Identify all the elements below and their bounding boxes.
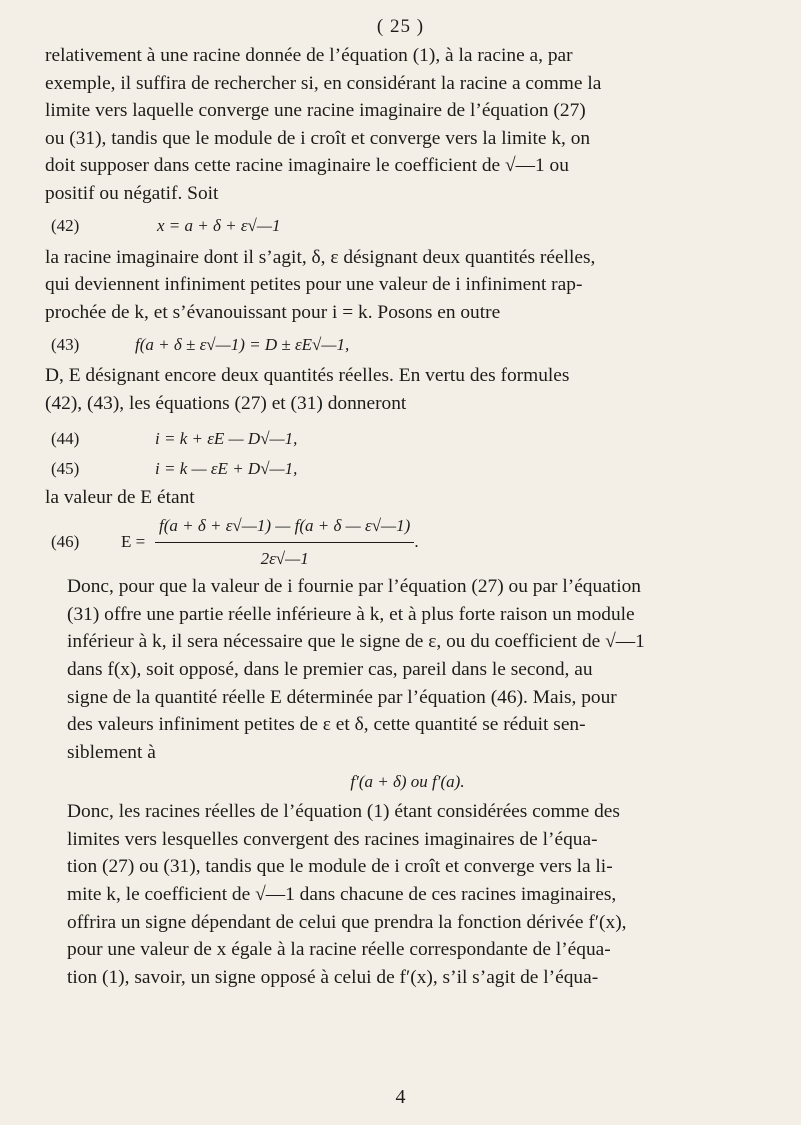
paragraph-5 [45,573,770,766]
equation-number: (46) [51,532,80,552]
text-line: la valeur de E étant [45,486,195,508]
text-line: positif ou négatif. Soit [45,182,219,204]
equation-period: . [414,532,419,552]
equation-45 [45,454,770,484]
text-line: tion (1), savoir, un signe opposé à celui de f′(x), s’il s’agit de l’équa- [67,966,599,988]
paragraph-4 [45,484,770,512]
equation-number: (45) [51,458,80,478]
signature-mark: 4 [395,1086,406,1108]
equation-expression: i = k — εE + D√—1, [155,458,298,478]
equation-expression: i = k + εE — D√—1, [155,428,298,448]
text-line: offrira un signe dépendant de celui que prendra la fonction dérivée f′(x), [67,911,627,933]
text-line: des valeurs infiniment petites de ε et δ, cette quantité se réduit sen- [67,714,586,736]
equation-number: (44) [51,428,80,448]
paragraph-2 [45,244,770,327]
text-line: D, E désignant encore deux quantités réelles. En vertu des formules [45,365,570,387]
text-line: tion (27) ou (31), tandis que le module de i croît et converge vers la li- [67,856,613,878]
paragraph-1 [45,42,770,208]
text-line: Donc, pour que la valeur de i fournie par l’équation (27) ou par l’équation [67,576,641,598]
text-line: limites vers lesquelles convergent des racines imaginaires de l’équa- [67,828,598,850]
text-line: ou (31), tandis que le module de i croît et converge vers la limite k, on [45,127,591,149]
text-line: limite vers laquelle converge une racine imaginaire de l’équation (27) [45,100,586,122]
text-line: (31) offre une partie réelle inférieure à k, et à plus forte raison un module [67,603,635,625]
equation-lhs: E = [121,532,146,552]
limit-expression: f′(a + δ) ou f′(a). [350,772,465,792]
paragraph-6 [45,798,770,991]
text-line: doit supposer dans cette racine imaginaire le coefficient de √—1 ou [45,155,569,177]
text-line: prochée de k, et s’évanouissant pour i = k. Posons en outre [45,301,501,323]
text-line: inférieur à k, il sera nécessaire que le signe de ε, ou du coefficient de √—1 [67,631,645,653]
text-line: Donc, les racines réelles de l’équation (1) étant considérées comme des [67,801,620,823]
equation-44 [45,424,770,454]
text-line: qui deviennent infiniment petites pour une valeur de i infiniment rap- [45,274,583,296]
text-line: signe de la quantité réelle E déterminée par l’équation (46). Mais, pour [67,686,617,708]
fraction-denominator: 2ε√—1 [260,548,309,568]
fraction [155,512,414,572]
text-line: pour une valeur de x égale à la racine réelle correspondante de l’équa- [67,939,611,961]
text-line: siblement à [67,741,156,763]
equation-43 [45,326,770,362]
fraction-numerator: f(a + δ + ε√—1) — f(a + δ — ε√—1) [155,512,414,543]
text-line: mite k, le coefficient de √—1 dans chacune de ces racines imaginaires, [67,884,617,906]
equation-expression: f(a + δ ± ε√—1) = D ± εE√—1, [135,334,350,354]
page-body [45,42,770,991]
text-line: exemple, il suffira de rechercher si, en considérant la racine a comme la [45,72,602,94]
paragraph-3 [45,362,770,417]
equation-number: (43) [51,334,80,354]
text-line: relativement à une racine donnée de l’équation (1), à la racine a, par [45,45,573,66]
text-line: dans f(x), soit opposé, dans le premier cas, pareil dans le second, au [67,658,593,680]
equation-expression: x = a + δ + ε√—1 [157,215,281,235]
equation-46 [45,511,770,573]
equation-number: (42) [51,215,80,235]
text-line: la racine imaginaire dont il s’agit, δ, ε désignant deux quantités réelles, [45,246,596,268]
equation-42 [45,208,770,244]
text-line: (42), (43), les équations (27) et (31) donneront [45,392,407,414]
page-number: ( 25 ) [376,16,425,37]
